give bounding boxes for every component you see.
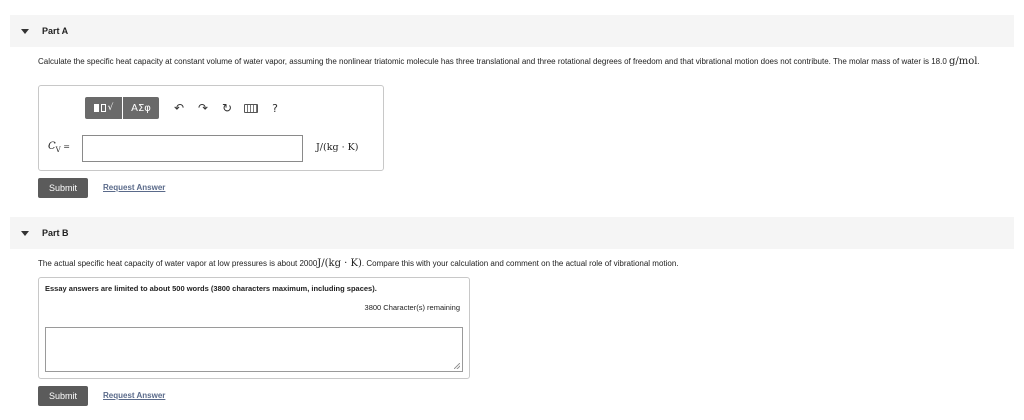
keyboard-icon[interactable] [239, 97, 263, 119]
template-box-icon [101, 104, 106, 112]
specific-heat-unit: J/(kg · K) [317, 258, 362, 269]
undo-icon[interactable]: ↶ [173, 101, 185, 115]
essay-box [38, 277, 470, 379]
math-toolbar [85, 97, 287, 119]
part-b-request-answer-link[interactable]: Request Answer [103, 391, 166, 400]
cv-answer-input[interactable] [82, 135, 303, 162]
help-button[interactable]: ? [272, 101, 278, 115]
part-b-question: The actual specific heat capacity of water vapor at low pressures is about 2000J/(kg · K). Compare this with your calculation and comment on the actual role of vibrational motion. [38, 258, 679, 269]
part-a-title: Part A [42, 26, 69, 36]
resize-grip-icon[interactable] [454, 363, 460, 369]
part-a-question-text: Calculate the specific heat capacity at constant volume of water vapor, assuming the nonlinear triatomic molecule has three translational and three rotational degrees of freedom and that vibrational motion does not contribute. The molar mass of water is 18.0 [38, 57, 950, 66]
cv-unit-label: J/(kg · K) [316, 142, 359, 153]
template-block-icon [94, 104, 99, 112]
answer-box [38, 85, 384, 171]
templates-button[interactable] [85, 97, 122, 119]
part-a-request-answer-link[interactable]: Request Answer [103, 183, 166, 192]
cv-label: $C_V$ = [48, 141, 70, 154]
part-a-header[interactable] [10, 15, 1014, 47]
part-b-header[interactable] [10, 217, 1014, 249]
part-b-title: Part B [42, 228, 69, 238]
greek-symbols-button[interactable]: ΑΣφ [123, 97, 159, 119]
collapse-caret-icon[interactable] [21, 29, 29, 34]
character-count: 3800 Character(s) remaining [364, 303, 460, 312]
reset-icon[interactable]: ↻ [221, 101, 233, 115]
part-a-question: Calculate the specific heat capacity at constant volume of water vapor, assuming the nonlinear triatomic molecule has three translational and three rotational degrees of freedom and that vibrational motion does not contribute. The molar mass of water is 18.0 g/mol. [38, 56, 980, 67]
redo-icon[interactable]: ↷ [197, 101, 209, 115]
part-b-submit-button[interactable]: Submit [38, 386, 88, 406]
essay-limit-note: Essay answers are limited to about 500 words (3800 characters maximum, including spaces). [45, 284, 377, 293]
collapse-caret-icon[interactable] [21, 231, 29, 236]
molar-mass-unit: g/mol [949, 56, 978, 67]
essay-textarea[interactable] [45, 327, 463, 372]
part-b-question-text: The actual specific heat capacity of water vapor at low pressures is about 2000 [38, 259, 318, 268]
radical-icon: √ [107, 103, 114, 113]
part-a-submit-button[interactable]: Submit [38, 178, 88, 198]
